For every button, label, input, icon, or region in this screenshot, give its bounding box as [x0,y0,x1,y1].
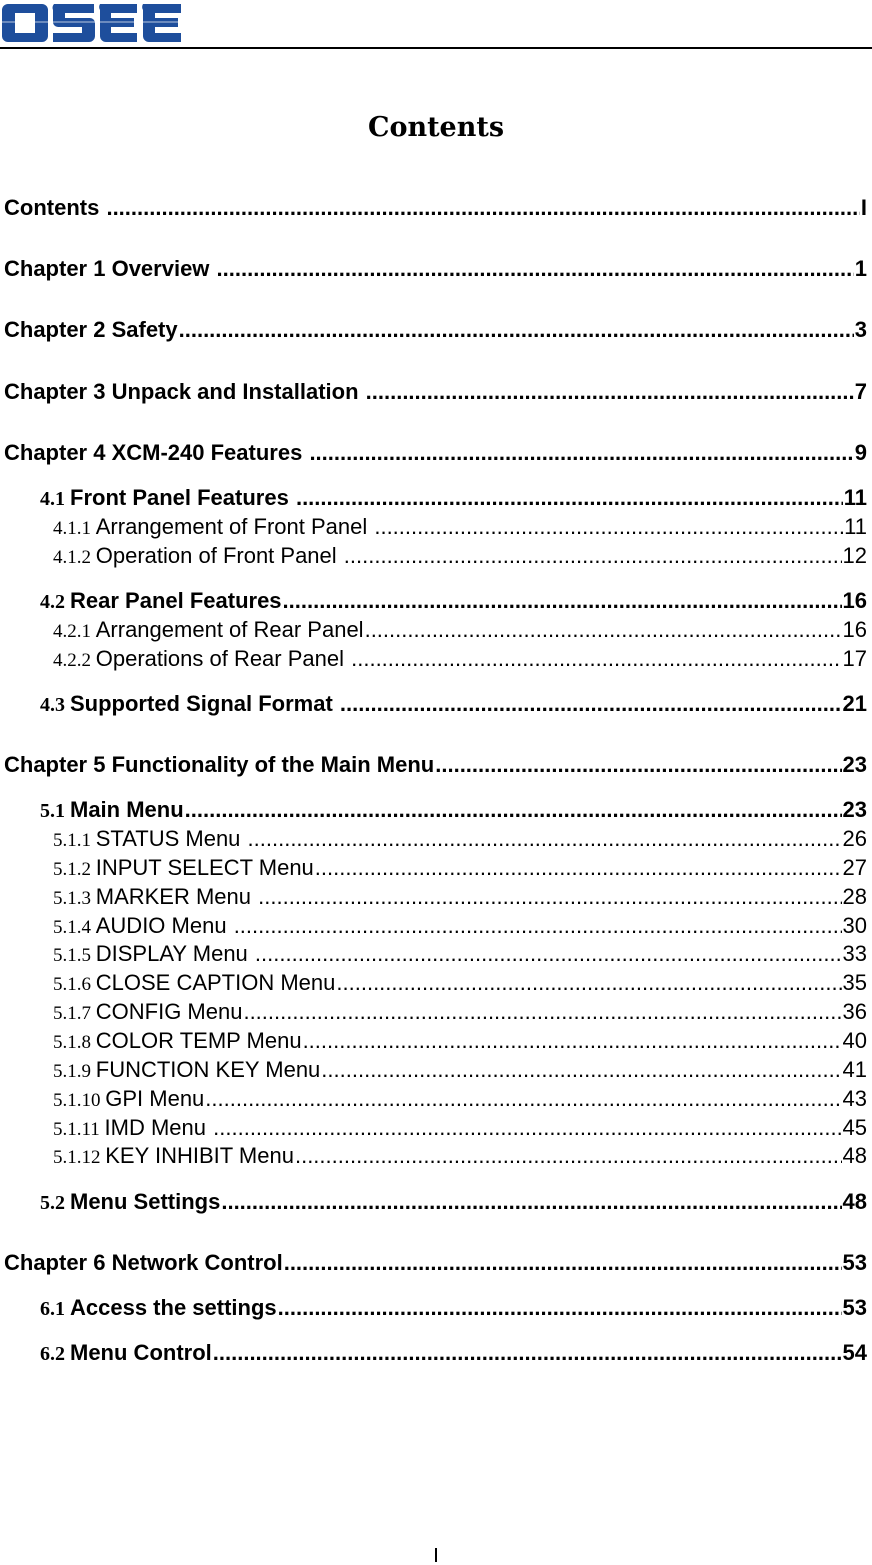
toc-entry-page-number: 1 [854,256,867,281]
toc-entry-number: 6.1 [40,1298,70,1320]
toc-entry-leader-dots [321,1057,841,1083]
toc-entry-label [53,913,233,939]
toc-entry-number: 5.1.8 [53,1032,96,1053]
toc-entry-title: Contents [4,195,106,220]
toc-entry-label [53,1086,204,1112]
toc-entry-leader-dots [213,1115,841,1141]
toc-entry[interactable] [0,1115,872,1141]
toc-entry-label [4,752,434,778]
toc-entry[interactable] [0,646,872,672]
toc-entry-page-number: 17 [842,646,867,671]
toc-entry-label [40,1189,220,1215]
toc-entry-title: Rear Panel Features [70,588,282,613]
toc-entry-number: 4.1 [40,488,70,510]
toc-entry-page-number: 21 [842,691,867,716]
toc-entry-page-number: 27 [842,855,867,880]
toc-entry[interactable] [0,543,872,569]
toc-entry-title: Operation of Front Panel [95,543,343,568]
toc-entry-title: FUNCTION KEY Menu [95,1057,321,1082]
toc-entry-label [53,617,364,643]
toc-entry-label [4,440,308,466]
toc-entry-page-number: 11 [843,485,867,510]
toc-entry-label [4,256,216,282]
toc-entry-leader-dots [283,588,842,614]
toc-entry-label [4,317,178,343]
toc-entry-number: 5.1 [40,800,70,822]
toc-entry-title: IMD Menu [104,1115,213,1140]
toc-entry-title: CONFIG Menu [95,999,243,1024]
toc-entry-leader-dots [315,855,842,881]
toc-entry-number: 4.2 [40,591,70,613]
toc-entry-title: COLOR TEMP Menu [95,1028,302,1053]
toc-entry-leader-dots [278,1295,842,1321]
toc-entry-label [40,485,295,511]
toc-entry-title: MARKER Menu [95,884,258,909]
toc-entry-label [4,379,365,405]
toc-entry-leader-dots [258,884,841,910]
toc-entry[interactable] [0,514,872,540]
toc-entry-leader-dots [435,752,841,778]
toc-entry-title: Chapter 6 Network Control [4,1250,283,1275]
toc-entry-leader-dots [295,1143,842,1169]
toc-entry-label [53,1057,320,1083]
toc-entry-title: Chapter 5 Functionality of the Main Menu [4,752,435,777]
toc-entry[interactable] [0,941,872,967]
toc-entry-number: 5.1.6 [53,974,96,995]
page-header [0,0,872,50]
toc-entry[interactable] [0,1028,872,1054]
toc-entry-label [53,999,242,1025]
toc-entry[interactable] [0,855,872,881]
toc-entry-number: 5.1.4 [53,917,96,938]
toc-entry-page-number: I [860,195,867,220]
toc-entry-label [53,941,254,967]
toc-entry[interactable] [0,317,872,343]
toc-entry[interactable] [0,440,872,466]
toc-entry-leader-dots [366,379,854,405]
toc-entry[interactable] [0,256,872,282]
toc-entry-title: INPUT SELECT Menu [95,855,314,880]
toc-entry-label [53,1143,294,1169]
toc-entry-number: 6.2 [40,1343,70,1365]
toc-entry-title: Chapter 1 Overview [4,256,216,281]
toc-entry-page-number: 16 [842,588,867,613]
toc-entry-leader-dots [365,617,842,643]
toc-entry-label [40,588,282,614]
toc-entry[interactable] [0,485,872,511]
toc-entry-number: 5.1.1 [53,830,96,851]
toc-entry-title: Front Panel Features [70,485,295,510]
toc-entry[interactable] [0,826,872,852]
toc-entry[interactable] [0,1057,872,1083]
toc-entry-leader-dots [351,646,841,672]
toc-entry[interactable] [0,1143,872,1169]
toc-entry-page-number: 48 [842,1143,867,1168]
toc-entry-leader-dots [221,1189,841,1215]
toc-entry-number: 4.2.1 [53,621,96,642]
toc-entry-number: 4.1.1 [53,518,96,539]
toc-entry-label [4,1250,283,1276]
toc-entry-label [53,884,257,910]
toc-entry-page-number: 35 [842,970,867,995]
toc-entry[interactable] [0,379,872,405]
toc-entry-title: CLOSE CAPTION Menu [95,970,336,995]
toc-entry-title: Access the settings [70,1295,277,1320]
toc-entry-page-number: 53 [842,1250,867,1275]
toc-entry-leader-dots [179,317,854,343]
toc-entry-label [40,1340,212,1366]
toc-entry-page-number: 45 [842,1115,867,1140]
toc-entry-label [53,1115,212,1141]
toc-entry-title: Chapter 2 Safety [4,317,178,342]
toc-entry[interactable] [0,691,872,717]
toc-entry[interactable] [0,970,872,996]
toc-entry-leader-dots [185,797,842,823]
toc-entry-page-number: 3 [854,317,867,342]
toc-entry-page-number: 48 [842,1189,867,1214]
toc-entry-number: 4.2.2 [53,650,96,671]
osee-logo [2,0,184,46]
toc-entry-title: Arrangement of Front Panel [95,514,374,539]
toc-entry[interactable] [0,1189,872,1215]
toc-entry-page-number: 36 [842,999,867,1024]
toc-entry-title: Chapter 4 XCM-240 Features [4,440,309,465]
toc-entry-label [40,797,184,823]
toc-entry-leader-dots [296,485,843,511]
page-title: Contents [367,112,505,143]
toc-entry-page-number: 12 [842,543,867,568]
toc-entry-leader-dots [336,970,841,996]
toc-entry-number: 5.2 [40,1192,70,1214]
toc-entry-page-number: 23 [842,752,867,777]
toc-entry-page-number: 41 [842,1057,867,1082]
toc-entry-leader-dots [248,826,842,852]
toc-entry-number: 5.1.3 [53,888,96,909]
toc-entry-page-number: 23 [842,797,867,822]
toc-entry-number: 5.1.7 [53,1003,96,1024]
toc-entry[interactable] [0,913,872,939]
toc-entry-leader-dots [255,941,842,967]
toc-entry-title: Main Menu [70,797,184,822]
toc-entry-label [53,1028,302,1054]
toc-entry-page-number: 54 [842,1340,867,1365]
toc-entry[interactable] [0,1295,872,1321]
toc-entry-leader-dots [243,999,841,1025]
toc-entry-page-number: 53 [842,1295,867,1320]
toc-entry-leader-dots [205,1086,841,1112]
toc-entry-page-number: 43 [842,1086,867,1111]
toc-entry-page-number: 26 [842,826,867,851]
toc-entry-label [4,195,105,221]
toc-entry[interactable] [0,1086,872,1112]
toc-entry-label [53,543,343,569]
toc-entry[interactable] [0,752,872,778]
toc-entry-title: DISPLAY Menu [95,941,254,966]
toc-entry-number: 4.1.2 [53,547,96,568]
toc-entry-label [40,691,339,717]
toc-entry-number: 5.1.12 [53,1147,106,1168]
toc-entry-leader-dots [309,440,853,466]
toc-entry-number: 5.1.9 [53,1061,96,1082]
toc-entry-page-number: 9 [854,440,867,465]
toc-entry[interactable] [0,884,872,910]
toc-entry-leader-dots [217,256,854,282]
toc-entry-label [53,970,335,996]
toc-entry[interactable] [0,1340,872,1366]
toc-entry-title: Menu Control [70,1340,212,1365]
toc-entry-label [53,514,373,540]
toc-entry-number: 5.1.5 [53,945,96,966]
toc-entry-leader-dots [234,913,842,939]
toc-entry-number: 4.3 [40,694,70,716]
toc-entry-page-number: 7 [854,379,867,404]
toc-entry-page-number: 30 [842,913,867,938]
toc-entry-title: Menu Settings [70,1189,221,1214]
toc-entry-label [53,646,350,672]
toc-entry-number: 5.1.11 [53,1119,105,1140]
toc-entry-title: STATUS Menu [95,826,247,851]
toc-entry-title: Arrangement of Rear Panel [95,617,364,642]
toc-entry[interactable] [0,1250,872,1276]
osee-logo-graphic [2,0,184,46]
toc-entry-label [53,826,247,852]
toc-entry-page-number: 33 [842,941,867,966]
toc-entry-title: KEY INHIBIT Menu [105,1143,294,1168]
toc-entry-title: Chapter 3 Unpack and Installation [4,379,365,404]
toc-entry-page-number: 40 [842,1028,867,1053]
toc-entry-page-number: 11 [844,514,867,539]
toc-entry-leader-dots [344,543,842,569]
toc-entry-title: Operations of Rear Panel [95,646,351,671]
toc-entry[interactable] [0,195,872,221]
toc-entry-page-number: 16 [842,617,867,642]
toc-entry-leader-dots [340,691,842,717]
toc-entry-label [53,855,314,881]
toc-entry-leader-dots [284,1250,842,1276]
toc-entry-leader-dots [213,1340,842,1366]
toc-entry[interactable] [0,617,872,643]
toc-entry-page-number: 28 [842,884,867,909]
footer-page-number [435,1548,437,1562]
toc-entry[interactable] [0,999,872,1025]
toc-entry-title: Supported Signal Format [70,691,339,716]
toc-entry[interactable] [0,797,872,823]
toc-entry-leader-dots [303,1028,842,1054]
toc-entry-leader-dots [106,195,859,221]
toc-entry-number: 5.1.10 [53,1090,106,1111]
toc-entry-label [40,1295,277,1321]
header-rule [0,47,872,49]
toc-entry-leader-dots [374,514,843,540]
toc-entry-title: AUDIO Menu [95,913,233,938]
toc-entry-number: 5.1.2 [53,859,96,880]
toc-entry[interactable] [0,588,872,614]
toc-entry-title: GPI Menu [105,1086,205,1111]
